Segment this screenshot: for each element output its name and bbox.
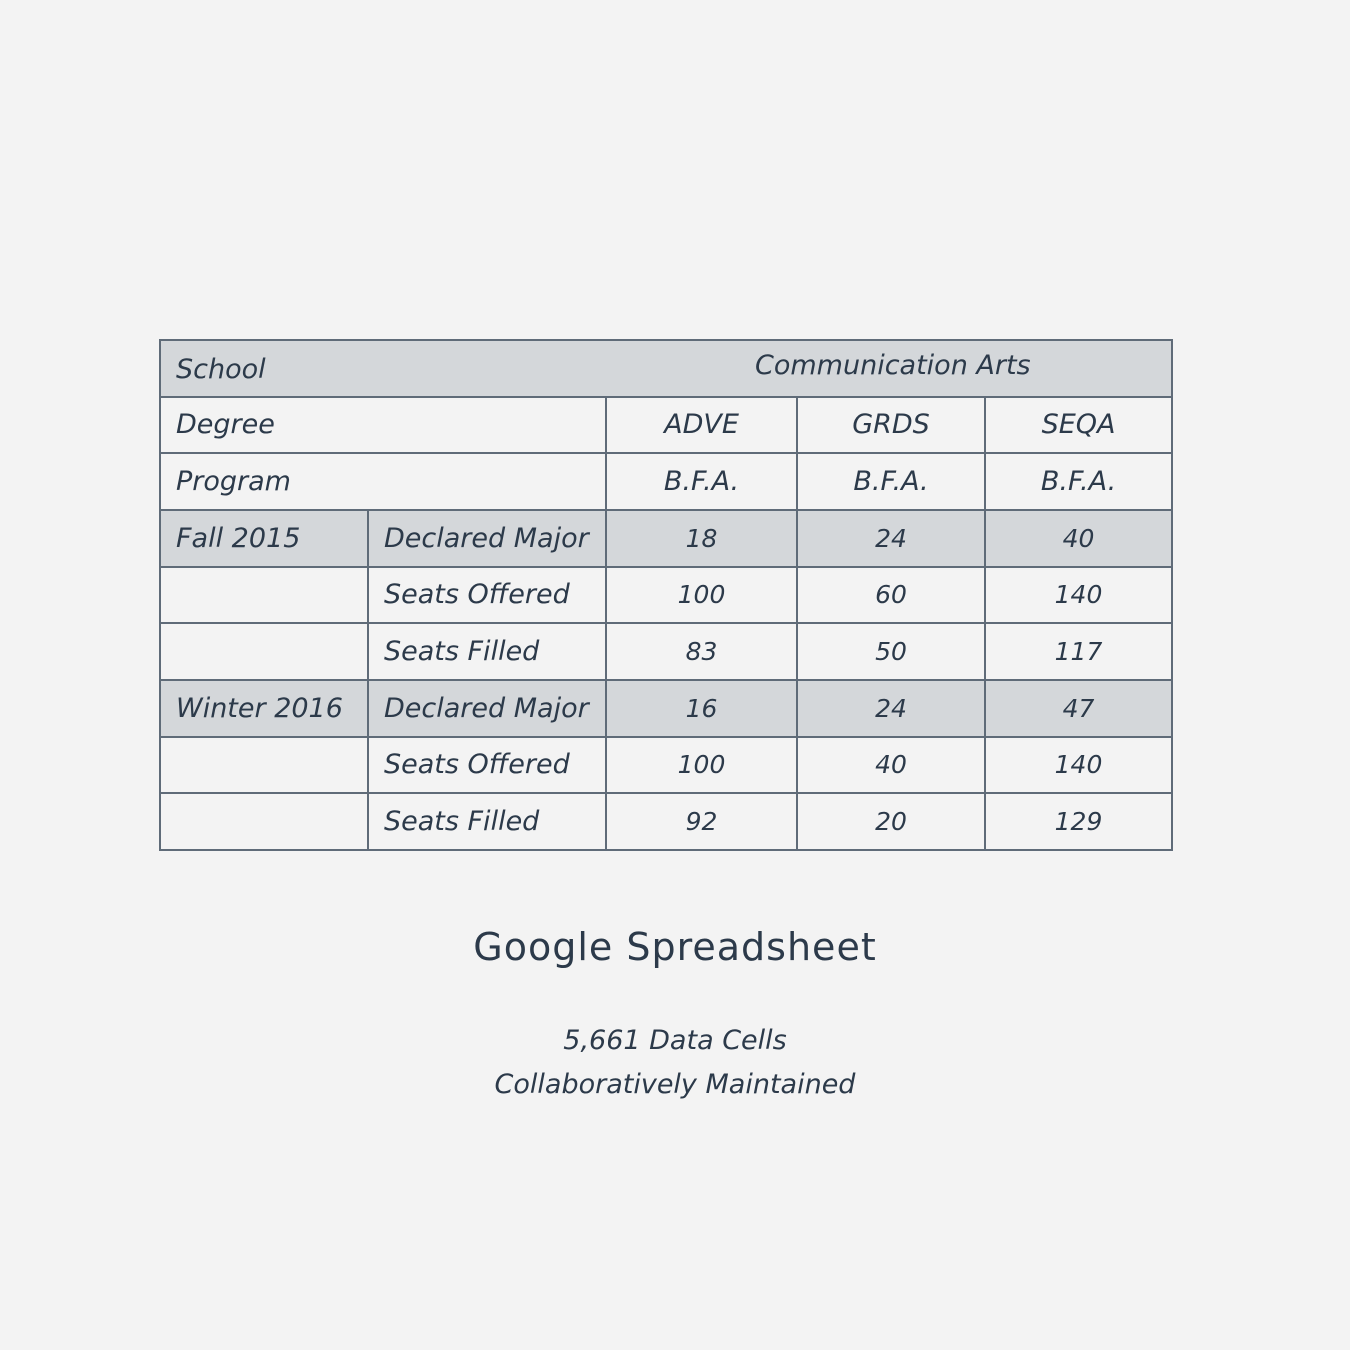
program-adve: B.F.A. — [606, 453, 797, 510]
term-label: Winter 2016 — [160, 680, 368, 737]
metric-label: Seats Offered — [368, 737, 606, 794]
data-cell: 129 — [985, 793, 1172, 850]
table-row — [160, 510, 1172, 567]
caption-line-2: Collaboratively Maintained — [494, 1069, 856, 1100]
metric-label: Seats Filled — [368, 793, 606, 850]
data-cell: 20 — [797, 793, 985, 850]
data-cell: 83 — [606, 623, 797, 680]
empty-cell — [160, 623, 368, 680]
table-row — [160, 737, 1172, 794]
table-row — [160, 623, 1172, 680]
caption-title: Google Spreadsheet — [473, 925, 877, 969]
degree-seqa: SEQA — [985, 397, 1172, 454]
metric-label: Seats Filled — [368, 623, 606, 680]
spreadsheet-table — [159, 339, 1173, 851]
table-row — [160, 567, 1172, 624]
degree-row — [160, 397, 1172, 454]
program-row — [160, 453, 1172, 510]
degree-label: Degree — [160, 397, 606, 454]
table-row — [160, 680, 1172, 737]
data-cell: 40 — [985, 510, 1172, 567]
data-cell: 18 — [606, 510, 797, 567]
empty-cell — [160, 567, 368, 624]
data-cell: 24 — [797, 680, 985, 737]
empty-cell — [160, 737, 368, 794]
data-cell: 140 — [985, 737, 1172, 794]
program-seqa: B.F.A. — [985, 453, 1172, 510]
program-label: Program — [160, 453, 606, 510]
data-cell: 92 — [606, 793, 797, 850]
program-grds: B.F.A. — [797, 453, 985, 510]
school-label: School — [176, 354, 266, 385]
table-row — [160, 793, 1172, 850]
metric-label: Declared Major — [368, 680, 606, 737]
metric-label: Declared Major — [368, 510, 606, 567]
school-row — [160, 340, 1172, 397]
data-cell: 100 — [606, 567, 797, 624]
data-cell: 140 — [985, 567, 1172, 624]
degree-adve: ADVE — [606, 397, 797, 454]
data-cell: 100 — [606, 737, 797, 794]
data-cell: 16 — [606, 680, 797, 737]
term-label: Fall 2015 — [160, 510, 368, 567]
data-cell: 24 — [797, 510, 985, 567]
school-value: Communication Arts — [755, 350, 1031, 381]
data-cell: 47 — [985, 680, 1172, 737]
data-cell: 117 — [985, 623, 1172, 680]
data-cell: 40 — [797, 737, 985, 794]
metric-label: Seats Offered — [368, 567, 606, 624]
school-cell — [160, 340, 1172, 397]
empty-cell — [160, 793, 368, 850]
caption-line-1: 5,661 Data Cells — [563, 1025, 787, 1056]
data-cell: 50 — [797, 623, 985, 680]
data-cell: 60 — [797, 567, 985, 624]
degree-grds: GRDS — [797, 397, 985, 454]
